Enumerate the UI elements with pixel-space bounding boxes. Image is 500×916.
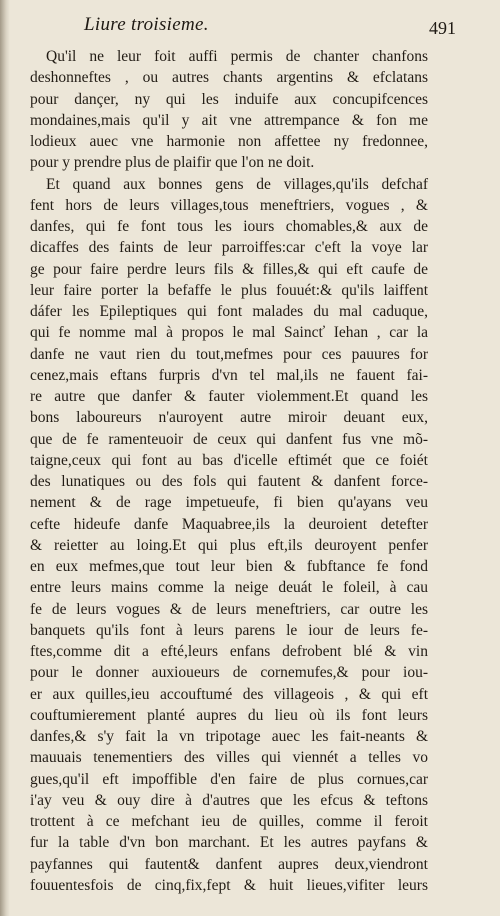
text-line: leur faire porter la befaffe le plus fouuét:& qu'ils laiffent — [30, 281, 428, 299]
text-line: taigne,ceux qui font au bas d'icelle eftimét que ce foiét — [30, 451, 428, 469]
text-line: en eux mefmes,que tout leur bien & fubftance fe fond — [30, 558, 428, 575]
text-line: dáfer les Epileptiques qui font malades du mal caduque, — [30, 303, 428, 320]
text-line: dicaffes des faints de leur parroiffes:car c'eft la voye lar — [30, 239, 428, 257]
text-line: fur la table d'vn bon marchant. Et les autres payfans & — [30, 834, 428, 852]
text-line: gues,qu'il eft impoffible d'en faire de plus cornues,car — [30, 770, 428, 788]
text-line: qui fe nomme mal à propos le mal Saincť Iehan , car la — [30, 324, 428, 342]
page-number: 491 — [429, 18, 456, 38]
text-line: entre leurs mains comme la neige deuát le foleil, à cau — [30, 579, 428, 597]
text-line: pour y prendre plus de plaifir que l'on ne doit. — [30, 154, 315, 172]
text-line: bons laboureurs n'auroyent autre miroir deuant eux, — [30, 409, 428, 427]
text-line: trottent à ce mefchant ieu de quilles, comme il feroit — [30, 813, 428, 830]
text-line: que de fe ramenteuoir de ceux qui danfent fus vne mõ- — [30, 430, 428, 448]
text-line: er aux quilles,ieu accouftumé des villageois , & qui eft — [30, 685, 428, 703]
text-line: banquets qu'ils font à leurs parens le iour de leurs fe- — [30, 621, 428, 639]
text-line: lodieux auec vne harmonie non affettee ny fredonnee, — [30, 133, 428, 150]
text-line: re autre que danfer & fauter violemment.Et quand les — [30, 388, 428, 405]
body-text — [30, 46, 428, 896]
text-line: Et quand aux bonnes gens de villages,qu'ils defchaf — [46, 175, 428, 193]
text-line: mondaines,mais qu'il y ait vne attrempance & fon me — [30, 111, 428, 129]
text-line: pour dançer, ny qui les induife aux concupifcences — [30, 90, 428, 108]
text-line: danfes, qui fe font tous les iours chomables,& aux de — [30, 218, 428, 235]
text-line: fent hors de leurs villages,tous meneftriers, vogues , & — [30, 196, 428, 214]
text-line: nement & de rage impetueufe, fi bien qu'ayans veu — [30, 494, 428, 512]
text-line: des lunatiques ou des fols qui fautent & danfent force- — [30, 473, 428, 490]
text-line: payfannes qui fautent& danfent aupres deux,viendront — [30, 855, 428, 873]
text-line: cenez,mais eftans furpris d'vn tel mal,ils ne fauent fai- — [30, 366, 428, 384]
text-line: couftumierement planté aupres du lieu où ils font leurs — [30, 706, 428, 724]
text-line: cefte hideufe danfe Maquabree,ils la deuroient detefter — [30, 515, 428, 533]
running-title: Liure troisieme. — [84, 14, 209, 35]
text-line: ge pour faire perdre leurs fils & filles,& qui eft caufe de — [30, 260, 428, 278]
text-line: Qu'il ne leur foit auffi permis de chanter chanfons — [46, 48, 428, 65]
text-line: i'ay veu & ouy dire à d'autres que les efcus & teftons — [30, 791, 428, 809]
page-header — [0, 14, 500, 40]
text-line: & reietter au loing.Et qui plus eft,ils deuroyent penfer — [30, 536, 428, 554]
text-line: fouuentesfois de cinq,fix,fept & huit lieues,vifiter leurs — [30, 876, 428, 894]
text-line: ftes,comme dit a efté,leurs enfans defrobent blé & vin — [30, 643, 428, 660]
text-line: danfes,& s'y fait la vn tripotage auec les fait-neants & — [30, 728, 428, 745]
text-line: danfe ne vaut rien du tout,mefmes pour ces pauures for — [30, 345, 428, 363]
text-line: fe de leurs vogues & de leurs meneftriers, car outre les — [30, 600, 428, 618]
text-line: deshonneftes , ou autres chants argentins & efclatans — [30, 69, 428, 87]
text-line: mauuais tenementiers des villes qui viennét a telles vo — [30, 749, 428, 767]
text-line: pour le donner auxioueurs de cornemufes,& pour iou- — [30, 664, 428, 682]
